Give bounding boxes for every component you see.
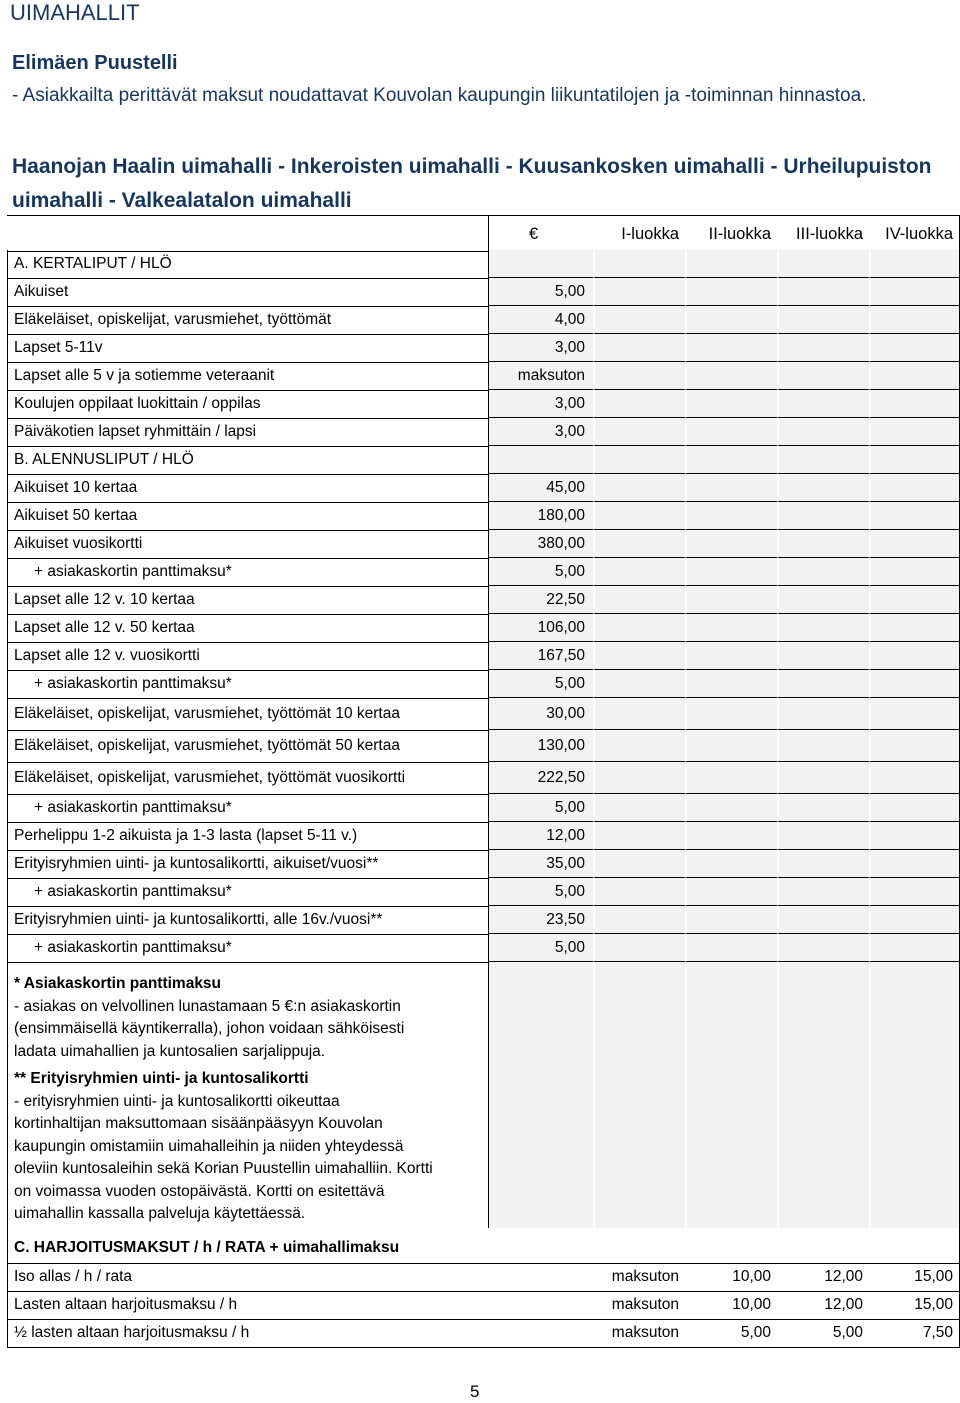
note-special-line: kortinhaltijan maksuttomaan sisäänpääsyyn Kouvolan [14, 1115, 383, 1132]
row-label: Lapset alle 5 v ja sotiemme veteraanit [7, 362, 488, 390]
empty-class-cell [777, 850, 869, 878]
empty-class-cell [685, 642, 777, 670]
row-label: Aikuiset 10 kertaa [7, 474, 488, 502]
row-label: Erityisryhmien uinti- ja kuntosalikortti, alle 16v./vuosi** [7, 906, 488, 934]
note-special-line: on voimassa vuoden ostopäivästä. Kortti on esitettävä [14, 1182, 385, 1200]
empty-class-cell [685, 306, 777, 334]
row-value: 180,00 [488, 502, 593, 530]
note-special-line: - erityisryhmien uinti- ja kuntosalikortti oikeuttaa [14, 1092, 340, 1110]
section-c-heading: C. HARJOITUSMAKSUT / h / RATA + uimahallimaksu [7, 1228, 960, 1263]
training-fee-value: 10,00 [732, 1268, 771, 1285]
empty-class-cell [869, 794, 960, 822]
empty-class-cell [777, 334, 869, 362]
row-value: 106,00 [488, 614, 593, 642]
class-column-header: II-luokka [708, 224, 771, 243]
empty-class-cell [869, 906, 960, 934]
notes-class-cell [685, 962, 777, 1228]
table-row [7, 642, 960, 671]
empty-class-cell [777, 530, 869, 558]
empty-class-cell [593, 446, 685, 474]
empty-class-cell [593, 502, 685, 530]
note-special-line: uimahallin kassalla palveluja käytettäessä. [14, 1205, 306, 1222]
note-deposit-line: - asiakas on velvollinen lunastamaan 5 €:n asiakaskortin [14, 997, 401, 1015]
empty-class-cell [685, 250, 777, 278]
empty-class-cell [777, 762, 869, 794]
note-deposit-line: (ensimmäisellä käyntikerralla), johon voidaan sähköisesti [14, 1020, 405, 1037]
section-heading: B. ALENNUSLIPUT / HLÖ [7, 446, 488, 474]
section-c-heading-row [7, 1228, 960, 1264]
empty-class-cell [869, 730, 960, 762]
table-row [7, 558, 960, 587]
empty-class-cell [869, 306, 960, 334]
empty-class-cell [593, 306, 685, 334]
empty-class-cell [869, 762, 960, 794]
empty-class-cell [777, 362, 869, 390]
page-number: 5 [470, 1382, 480, 1401]
table-row [7, 390, 960, 419]
empty-class-cell [869, 390, 960, 418]
empty-class-cell [777, 698, 869, 730]
empty-class-cell [685, 278, 777, 306]
training-fee-value: 15,00 [869, 1291, 960, 1319]
row-label: Lapset alle 12 v. 50 kertaa [7, 614, 488, 642]
training-fee-value: 15,00 [869, 1263, 960, 1291]
row-label: + asiakaskortin panttimaksu* [7, 558, 488, 586]
empty-class-cell [869, 614, 960, 642]
empty-class-cell [777, 822, 869, 850]
table-row [7, 762, 960, 795]
empty-class-cell [869, 642, 960, 670]
training-fee-value: 10,00 [732, 1296, 771, 1313]
pricing-note: - Asiakkailta perittävät maksut noudattavat Kouvolan kaupungin liikuntatilojen ja -toiminnan hinnastoa. [12, 85, 867, 106]
empty-class-cell [869, 698, 960, 730]
empty-class-cell [593, 878, 685, 906]
empty-class-cell [685, 586, 777, 614]
empty-class-cell [593, 906, 685, 934]
table-row [7, 670, 960, 699]
empty-class-cell [593, 762, 685, 794]
euro-column-header: € [488, 216, 593, 251]
table-row [7, 334, 960, 363]
row-value: 167,50 [488, 642, 593, 670]
table-row [7, 250, 960, 279]
row-label: Perhelippu 1-2 aikuista ja 1-3 lasta (lapset 5-11 v.) [7, 822, 488, 850]
empty-class-cell [593, 822, 685, 850]
empty-class-cell [593, 390, 685, 418]
table-row [7, 306, 960, 335]
empty-class-cell [869, 586, 960, 614]
row-value: 5,00 [488, 278, 593, 306]
row-value [488, 250, 593, 278]
note-special-groups [7, 1068, 488, 1228]
row-label: + asiakaskortin panttimaksu* [7, 794, 488, 822]
table-row [7, 530, 960, 559]
empty-class-cell [777, 446, 869, 474]
row-value: 3,00 [488, 418, 593, 446]
table-row [7, 934, 960, 963]
row-label: + asiakaskortin panttimaksu* [7, 878, 488, 906]
training-fee-value: maksuton [611, 1324, 679, 1341]
table-row [7, 822, 960, 851]
empty-class-cell [777, 794, 869, 822]
empty-class-cell [869, 278, 960, 306]
training-fee-value: maksuton [611, 1268, 679, 1285]
class-column-header: III-luokka [796, 224, 863, 243]
note-special-line: oleviin kuntosaleihin sekä Korian Puustellin uimahalliin. Kortti [14, 1160, 433, 1177]
row-label: Aikuiset [7, 278, 488, 306]
empty-class-cell [685, 390, 777, 418]
empty-class-cell [777, 502, 869, 530]
table-row [7, 794, 960, 823]
row-value: 22,50 [488, 586, 593, 614]
empty-class-cell [869, 502, 960, 530]
empty-class-cell [685, 730, 777, 762]
empty-class-cell [593, 934, 685, 962]
table-row [7, 730, 960, 763]
empty-class-cell [869, 934, 960, 962]
empty-class-cell [593, 698, 685, 730]
class-column-header: I-luokka [621, 224, 679, 243]
row-value: 130,00 [488, 730, 593, 762]
empty-class-cell [869, 418, 960, 446]
empty-class-cell [777, 586, 869, 614]
row-value [488, 446, 593, 474]
table-row [7, 586, 960, 615]
training-fee-value: 12,00 [824, 1296, 863, 1313]
training-fee-value: 12,00 [824, 1268, 863, 1285]
empty-class-cell [685, 906, 777, 934]
empty-class-cell [593, 474, 685, 502]
row-label: Eläkeläiset, opiskelijat, varusmiehet, työttömät 10 kertaa [7, 698, 488, 730]
empty-class-cell [685, 698, 777, 730]
empty-class-cell [869, 558, 960, 586]
empty-class-cell [777, 906, 869, 934]
row-label: Lapset alle 12 v. 10 kertaa [7, 586, 488, 614]
table-header-row [7, 215, 960, 252]
row-value: 30,00 [488, 698, 593, 730]
empty-class-cell [869, 822, 960, 850]
row-value: 3,00 [488, 334, 593, 362]
note-deposit-title: * Asiakaskortin panttimaksu [14, 975, 222, 992]
empty-class-cell [685, 446, 777, 474]
empty-class-cell [777, 474, 869, 502]
empty-class-cell [593, 614, 685, 642]
row-value: 5,00 [488, 794, 593, 822]
empty-class-cell [685, 362, 777, 390]
row-value: 222,50 [488, 762, 593, 794]
empty-class-cell [593, 250, 685, 278]
empty-class-cell [777, 934, 869, 962]
empty-class-cell [777, 878, 869, 906]
empty-class-cell [777, 306, 869, 334]
empty-class-cell [869, 446, 960, 474]
empty-class-cell [685, 794, 777, 822]
row-value: 35,00 [488, 850, 593, 878]
row-label: + asiakaskortin panttimaksu* [7, 670, 488, 698]
empty-class-cell [685, 934, 777, 962]
empty-class-cell [777, 390, 869, 418]
empty-class-cell [869, 850, 960, 878]
row-label: Koulujen oppilaat luokittain / oppilas [7, 390, 488, 418]
empty-class-cell [685, 878, 777, 906]
row-value: 12,00 [488, 822, 593, 850]
row-value: 380,00 [488, 530, 593, 558]
note-special-line: kaupungin omistamiin uimahalleihin ja niiden yhteydessä [14, 1137, 404, 1155]
notes-value-cell [488, 962, 593, 1228]
empty-class-cell [593, 418, 685, 446]
empty-class-cell [593, 794, 685, 822]
empty-class-cell [869, 334, 960, 362]
empty-class-cell [777, 558, 869, 586]
training-fee-value: maksuton [611, 1296, 679, 1313]
empty-class-cell [593, 850, 685, 878]
training-fee-row [7, 1263, 960, 1292]
empty-class-cell [685, 474, 777, 502]
training-fee-row [7, 1291, 960, 1320]
notes-class-cell [869, 962, 960, 1228]
row-label: Lapset 5-11v [7, 334, 488, 362]
empty-class-cell [685, 334, 777, 362]
row-value: 5,00 [488, 934, 593, 962]
row-label: Aikuiset 50 kertaa [7, 502, 488, 530]
halls-heading: Haanojan Haalin uimahalli - Inkeroisten uimahalli - Kuusankosken uimahalli - Urheilupuiston uimahalli - Valkealatalon uimahalli [12, 155, 932, 212]
row-label: + asiakaskortin panttimaksu* [7, 934, 488, 962]
table-row [7, 474, 960, 503]
row-value: 4,00 [488, 306, 593, 334]
empty-class-cell [777, 642, 869, 670]
empty-class-cell [593, 530, 685, 558]
empty-class-cell [593, 730, 685, 762]
table-row [7, 446, 960, 475]
empty-class-cell [869, 670, 960, 698]
empty-class-cell [777, 614, 869, 642]
empty-class-cell [685, 822, 777, 850]
empty-class-cell [869, 878, 960, 906]
empty-class-cell [685, 762, 777, 794]
row-value: 5,00 [488, 558, 593, 586]
training-fee-row [7, 1319, 960, 1348]
empty-class-cell [593, 278, 685, 306]
table-row [7, 698, 960, 731]
empty-class-cell [593, 558, 685, 586]
row-label: Päiväkotien lapset ryhmittäin / lapsi [7, 418, 488, 446]
notes-class-cell [593, 962, 685, 1228]
table-row [7, 362, 960, 391]
row-value: maksuton [488, 362, 593, 390]
section-heading: A. KERTALIPUT / HLÖ [7, 250, 488, 278]
header-blank [7, 216, 488, 251]
empty-class-cell [869, 250, 960, 278]
empty-class-cell [685, 850, 777, 878]
row-label: Aikuiset vuosikortti [7, 530, 488, 558]
training-fee-value: 7,50 [869, 1319, 960, 1347]
empty-class-cell [685, 530, 777, 558]
row-label: Eläkeläiset, opiskelijat, varusmiehet, työttömät [7, 306, 488, 334]
table-row [7, 502, 960, 531]
table-row [7, 418, 960, 447]
empty-class-cell [685, 418, 777, 446]
training-fee-label: Iso allas / h / rata [7, 1263, 488, 1291]
empty-class-cell [593, 362, 685, 390]
empty-class-cell [593, 642, 685, 670]
row-label: Lapset alle 12 v. vuosikortti [7, 642, 488, 670]
note-deposit [7, 973, 488, 1066]
row-label: Eläkeläiset, opiskelijat, varusmiehet, työttömät vuosikortti [7, 762, 488, 794]
empty-class-cell [593, 586, 685, 614]
empty-class-cell [777, 730, 869, 762]
facility-heading: Elimäen Puustelli [12, 52, 178, 74]
empty-class-cell [685, 502, 777, 530]
note-deposit-line: ladata uimahallien ja kuntosalien sarjalippuja. [14, 1042, 326, 1060]
empty-class-cell [685, 670, 777, 698]
empty-class-cell [593, 334, 685, 362]
training-fee-value: 5,00 [740, 1324, 771, 1341]
row-value: 3,00 [488, 390, 593, 418]
empty-class-cell [593, 670, 685, 698]
note-special-title: ** Erityisryhmien uinti- ja kuntosalikortti [14, 1070, 309, 1087]
training-fee-label: ½ lasten altaan harjoitusmaksu / h [7, 1319, 488, 1347]
empty-class-cell [777, 418, 869, 446]
table-row [7, 278, 960, 307]
table-row [7, 906, 960, 935]
row-value: 23,50 [488, 906, 593, 934]
empty-class-cell [869, 530, 960, 558]
training-fee-label: Lasten altaan harjoitusmaksu / h [7, 1291, 488, 1319]
row-label: Eläkeläiset, opiskelijat, varusmiehet, työttömät 50 kertaa [7, 730, 488, 762]
page-title: UIMAHALLIT [10, 0, 140, 25]
table-row [7, 878, 960, 907]
empty-class-cell [685, 558, 777, 586]
empty-class-cell [777, 670, 869, 698]
empty-class-cell [777, 250, 869, 278]
notes-class-cell [777, 962, 869, 1228]
class-column-header: IV-luokka [869, 216, 960, 251]
empty-class-cell [777, 278, 869, 306]
row-value: 45,00 [488, 474, 593, 502]
table-row [7, 614, 960, 643]
empty-class-cell [869, 362, 960, 390]
row-value: 5,00 [488, 670, 593, 698]
row-label: Erityisryhmien uinti- ja kuntosalikortti, aikuiset/vuosi** [7, 850, 488, 878]
training-fee-value: 5,00 [832, 1324, 863, 1341]
row-value: 5,00 [488, 878, 593, 906]
empty-class-cell [869, 474, 960, 502]
empty-class-cell [685, 614, 777, 642]
table-row [7, 850, 960, 879]
